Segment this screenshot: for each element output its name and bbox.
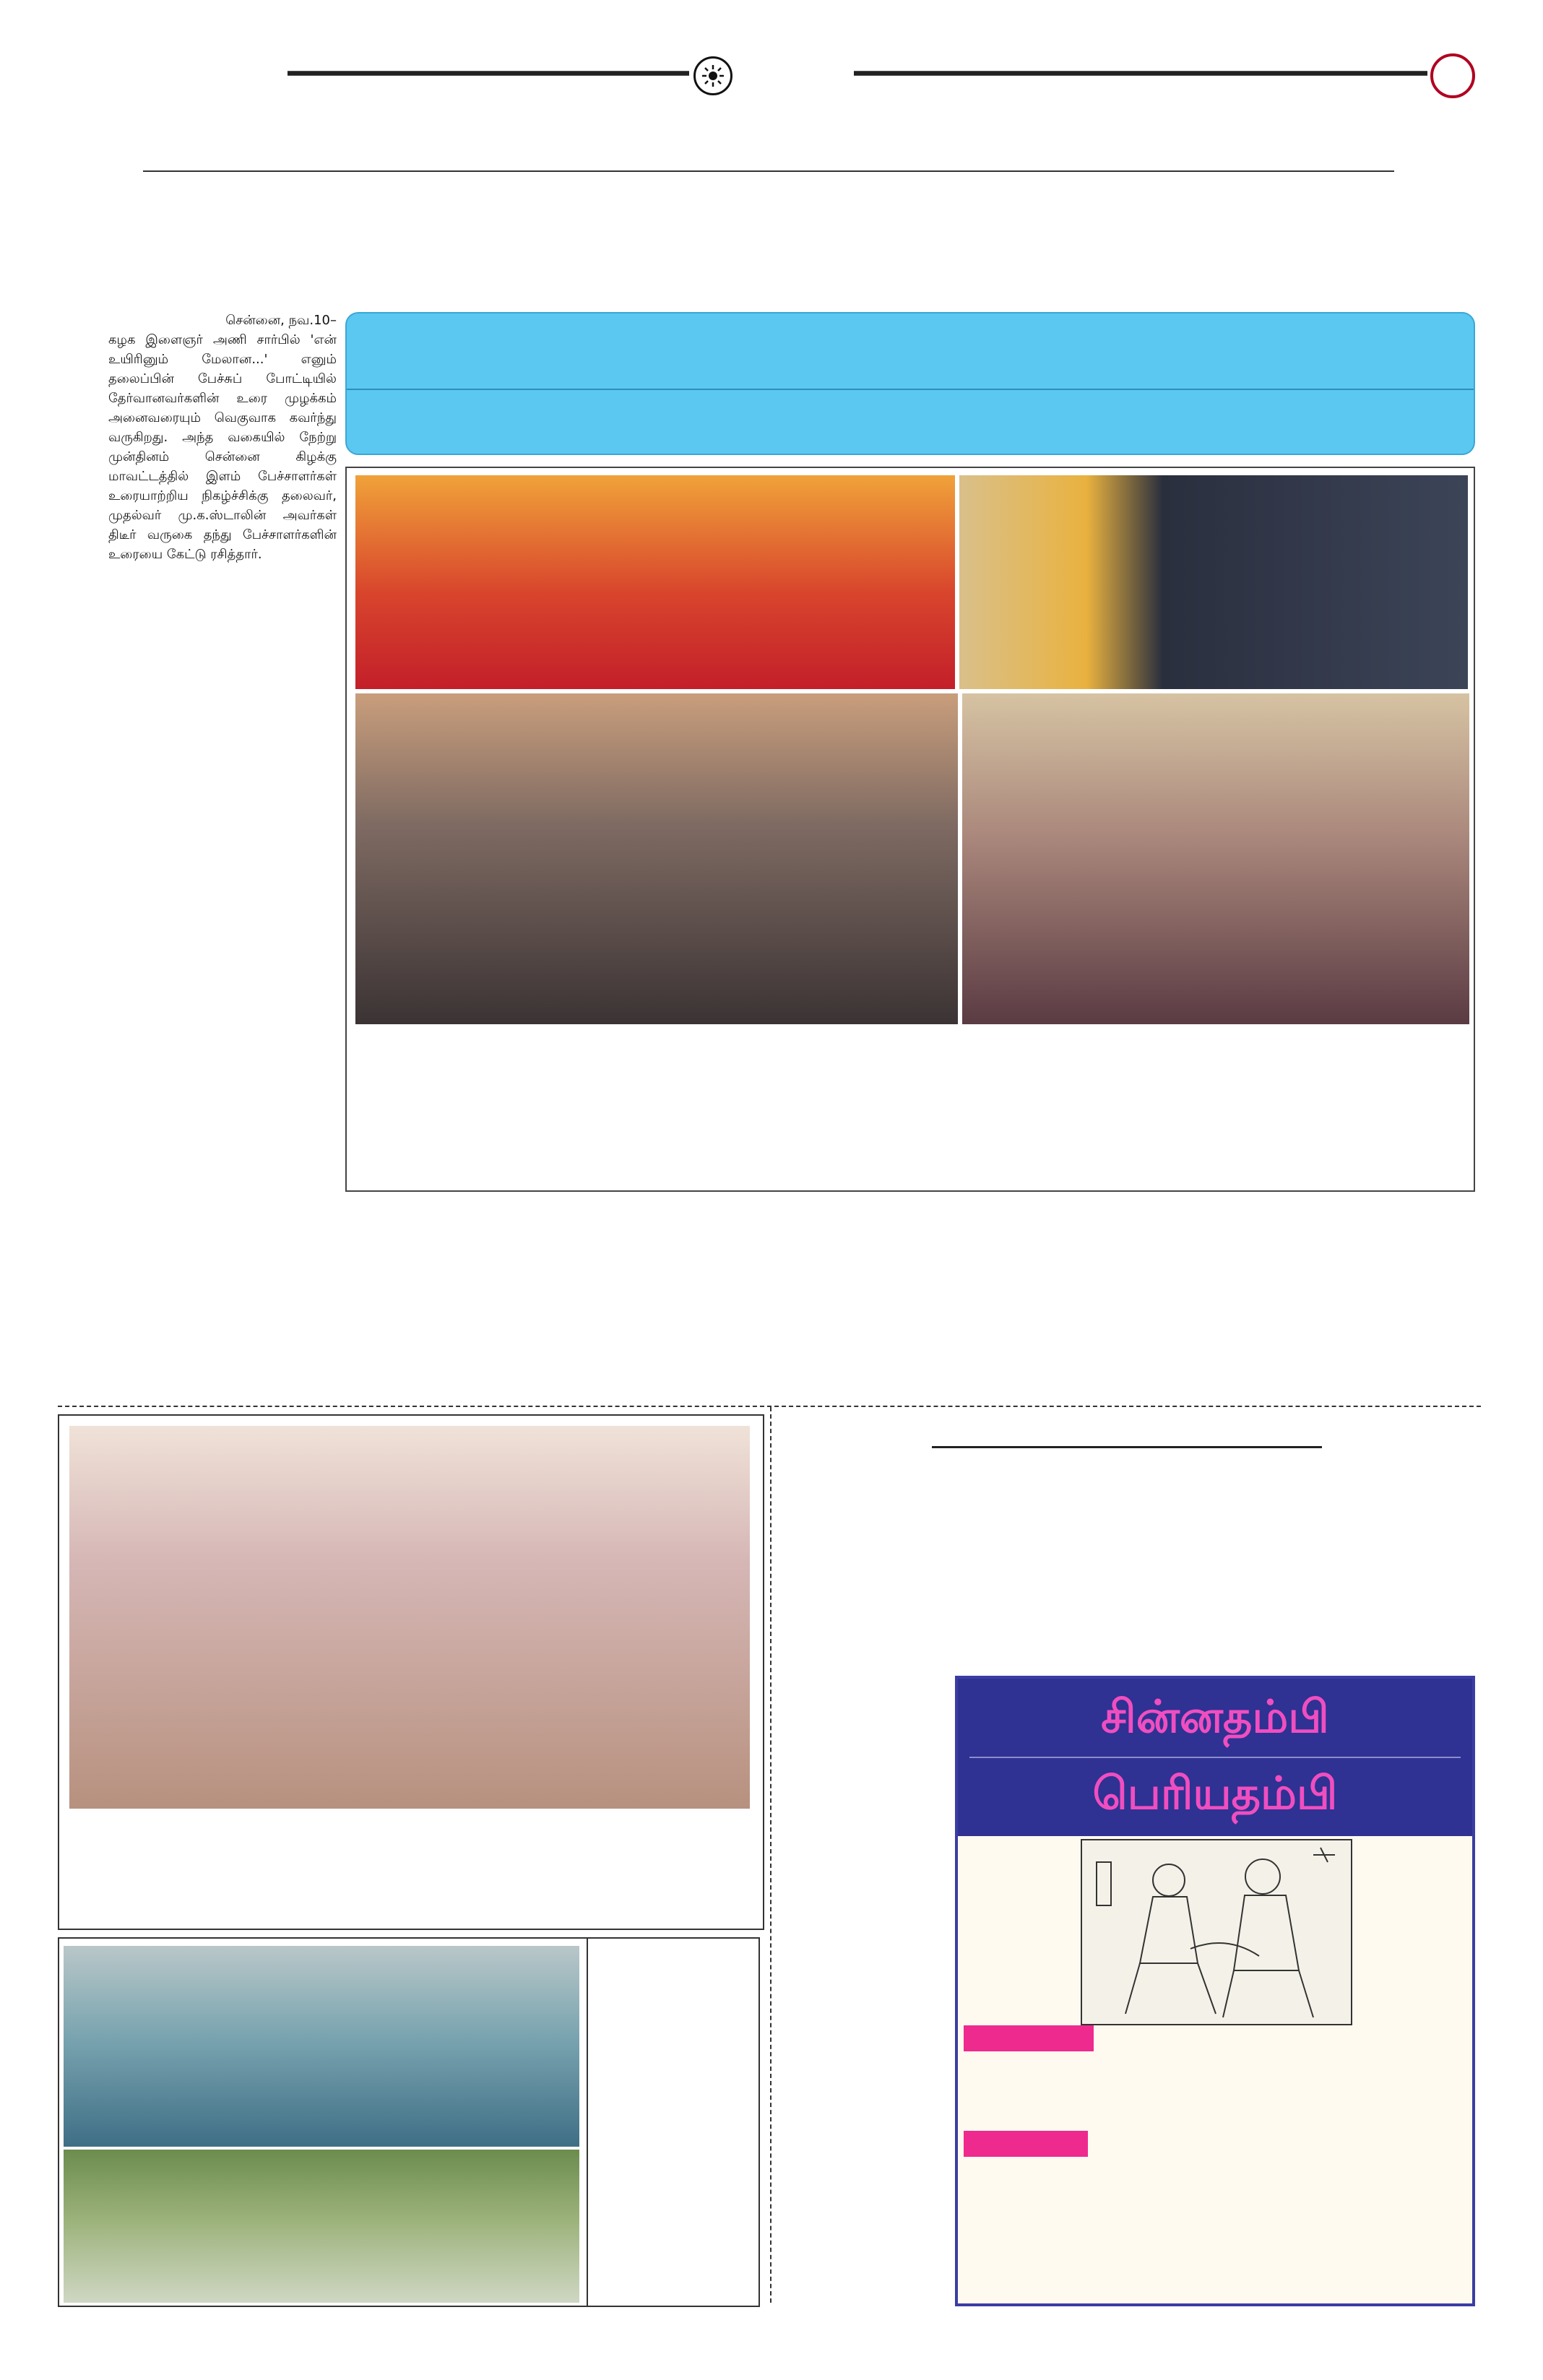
comic-title-bar — [958, 1679, 1472, 1836]
headline-banner — [345, 312, 1475, 455]
photo-school-building-visit — [64, 2150, 579, 2303]
comic-title-separator — [969, 1757, 1461, 1758]
section-separator-vertical — [770, 1407, 772, 2303]
emblem-icon — [693, 56, 732, 95]
photo-audience-young-women — [962, 693, 1469, 1024]
school-photo-panel — [58, 1937, 760, 2307]
page-number-badge — [1430, 53, 1475, 98]
comic-strip-box — [955, 1676, 1475, 2306]
article-body-text: கழக இளைஞர் அணி சார்பில் 'என் உயிரினும் மேலான...' எனும் தலைப்பின் பேச்சுப் போட்டியில் தேர்வானவர்களின் உரை முழக்கம் அனைவரையும் வெகுவாக கவர்ந்து வருகிறது. அந்த வகையில் நேற்று முன்தினம் சென்னை கிழக்கு மாவட்டத்தில் இளம் பேச்சாளர்கள் உரையாற்றிய நிகழ்ச்சிக்கு தலைவர், முதல்வர் மு.க.ஸ்டாலின் அவர்கள் திடீர் வருகை தந்து பேச்சாளர்களின் உரையை கேட்டு ரசித்தார். — [108, 332, 337, 562]
rising-sun-icon — [701, 64, 725, 88]
headline-rule — [932, 1446, 1322, 1448]
section-separator-horizontal — [58, 1406, 1481, 1407]
photo-welfare-assistance-ceremony — [69, 1426, 750, 1809]
award-photo-panel — [58, 1414, 764, 1930]
photo-classroom-students — [64, 1946, 579, 2147]
comic-sketch-icon — [1082, 1840, 1348, 2021]
photo-speaker-on-stage — [959, 475, 1468, 689]
comic-caption-bar-1 — [964, 2025, 1094, 2051]
comic-title-line2: பெரியதம்பி — [1092, 1767, 1338, 1819]
comic-title-line1: சின்னதம்பி — [1101, 1690, 1329, 1743]
article-dateline: சென்னை, நவ.10– — [225, 313, 337, 328]
section-rule — [143, 170, 1394, 172]
header-rule-left — [288, 71, 689, 76]
school-panel-divider — [587, 1939, 588, 2306]
comic-caption-bar-2 — [964, 2131, 1088, 2157]
photo-dignitaries-seated — [355, 475, 955, 689]
event-photo-collage — [345, 467, 1475, 1192]
header-rule-right — [854, 71, 1427, 76]
comic-illustration — [1081, 1839, 1352, 2025]
banner-divider — [347, 389, 1474, 390]
article-body-column — [108, 311, 337, 564]
photo-audience-young-men — [355, 693, 958, 1024]
